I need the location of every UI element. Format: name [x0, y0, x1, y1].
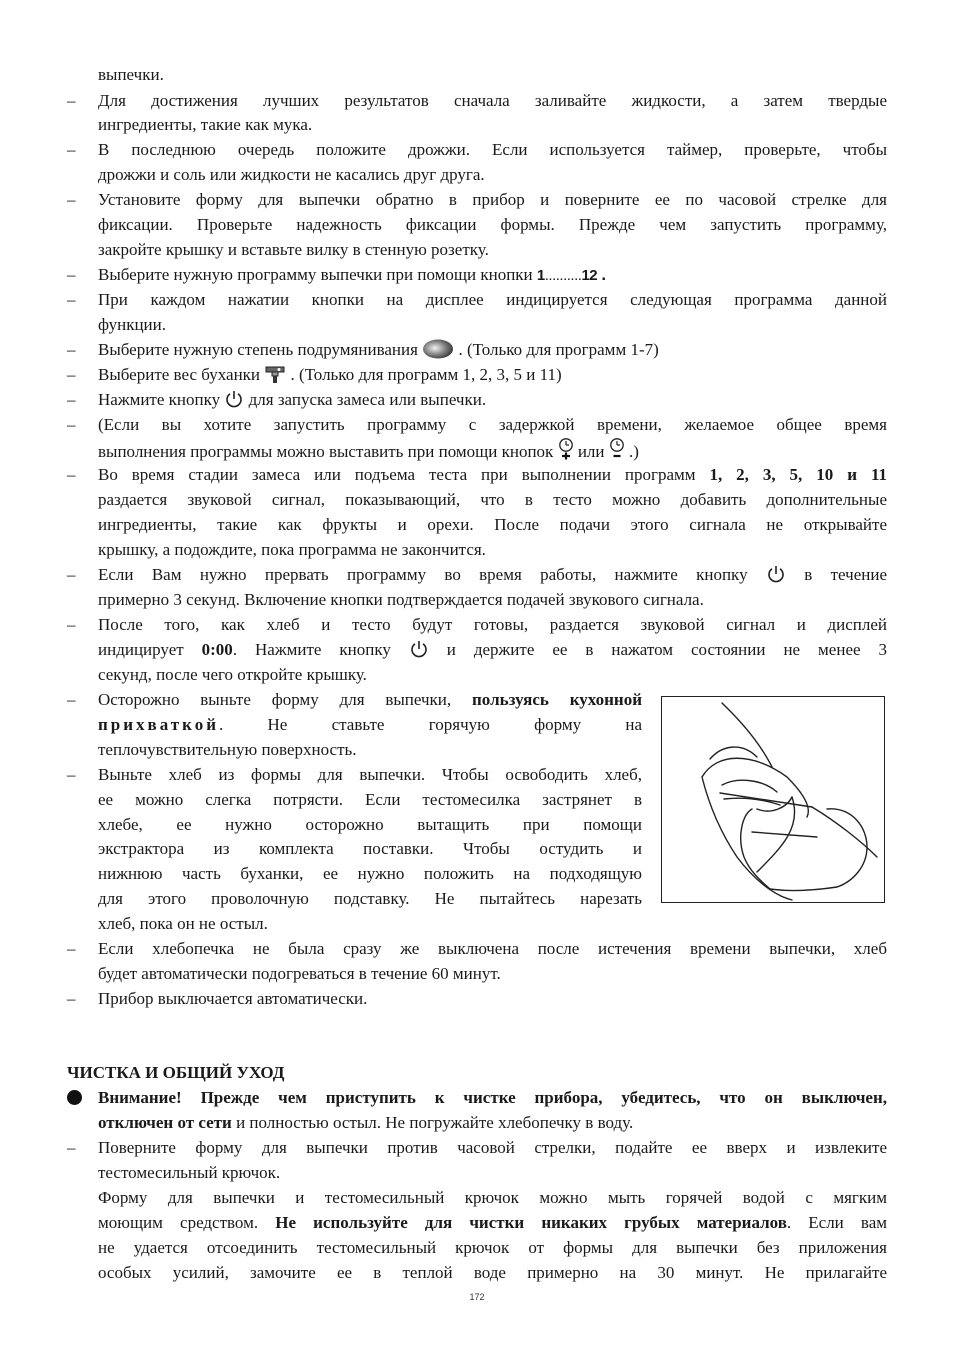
warning-bullet — [67, 1090, 82, 1105]
timer-plus-icon — [558, 437, 574, 464]
dash-bullet: – — [67, 989, 76, 1008]
dash-bullet: – — [67, 290, 76, 309]
start-stop-icon — [766, 564, 786, 587]
dash-bullet: – — [67, 91, 76, 110]
text-line: индицирует 0:00. Нажмите кнопку и держите ее в нажатом состоянии не менее 3 — [98, 637, 887, 662]
oven-mitt-illustration — [661, 696, 885, 903]
loaf-weight-icon — [264, 364, 286, 387]
text-line: крышку, а подождите, пока программа не закончится. — [98, 540, 486, 559]
text-line: функции. — [98, 315, 166, 334]
dash-bullet: – — [67, 765, 76, 784]
text-line: закройте крышку и вставьте вилку в стенную розетку. — [98, 240, 489, 259]
text-line: Выберите нужную программу выпечки при помощи кнопки 1..........12 . — [98, 265, 607, 284]
text-line: Если Вам нужно прервать программу во время работы, нажмите кнопку в течение — [98, 562, 887, 587]
text-line: Выньте хлеб из формы для выпечки. Чтобы освободить хлеб, — [98, 765, 642, 784]
text-line: В последнюю очередь положите дрожжи. Если используется таймер, проверьте, чтобы — [98, 140, 887, 159]
text-line: нижнюю часть буханки, ее нужно положить на подходящую — [98, 864, 642, 883]
dash-bullet: – — [67, 390, 76, 409]
text-line: секунд, после чего откройте крышку. — [98, 665, 367, 684]
text-line: отключен от сети и полностью остыл. Не погружайте хлебопечку в воду. — [98, 1113, 634, 1132]
dash-bullet: – — [67, 1138, 76, 1157]
text-line: Выберите нужную степень подрумянивания . (Только для программ 1-7) — [98, 337, 887, 362]
text-line: Поверните форму для выпечки против часовой стрелки, подайте ее вверх и извлеките — [98, 1138, 887, 1157]
page-number: 172 — [469, 1292, 485, 1302]
text-line: Если хлебопечка не была сразу же выключена после истечения времени выпечки, хлеб — [98, 939, 887, 958]
text-line: особых усилий, замочите ее в теплой воде примерно на 30 минут. Не прилагайте — [98, 1263, 887, 1282]
text-line: При каждом нажатии кнопки на дисплее индицируется следующая программа данной — [98, 290, 887, 309]
program-key-label: 1..........12 — [536, 267, 598, 284]
timer-minus-icon — [609, 437, 625, 464]
text-line: Во время стадии замеса или подъема теста при выполнении программ 1, 2, 3, 5, 10 и 11 — [98, 465, 887, 484]
text-line: ее можно слегка потрясти. Если тестомесилка застрянет в — [98, 790, 642, 809]
dash-bullet: – — [67, 690, 76, 709]
browning-icon — [422, 339, 454, 362]
text-line: хлебе, ее нужно осторожно вытащить при помощи — [98, 815, 642, 834]
dash-bullet: – — [67, 190, 76, 209]
text-line: моющим средством. Не используйте для чистки никаких грубых материалов. Если вам — [98, 1213, 887, 1232]
text-line: тестомесильный крючок. — [98, 1163, 281, 1182]
dash-bullet: – — [67, 340, 76, 359]
dash-bullet: – — [67, 365, 76, 384]
dash-bullet: – — [67, 415, 76, 434]
text-line: не удается отсоединить тестомесильный крючок от формы для выпечки без приложения — [98, 1238, 887, 1257]
text-line: Для достижения лучших результатов сначала заливайте жидкости, а затем твердые — [98, 91, 887, 110]
text-line: Прибор выключается автоматически. — [98, 989, 368, 1008]
text-line: хлеб, пока он не остыл. — [98, 914, 268, 933]
section-heading: ЧИСТКА И ОБЩИЙ УХОД — [67, 1063, 285, 1082]
dash-bullet: – — [67, 615, 76, 634]
text-line: выполнения программы можно выставить при помощи кнопок или .) — [98, 437, 887, 464]
text-line: экстрактора из комплекта поставки. Чтобы остудить и — [98, 839, 642, 858]
text-line: Форму для выпечки и тестомесильный крючок можно мыть горячей водой с мягким — [98, 1188, 887, 1207]
text-line: ингредиенты, такие как мука. — [98, 115, 313, 134]
text-line: для этого проволочную подставку. Не пытайтесь нарезать — [98, 889, 642, 908]
text-line: Выберите вес буханки . (Только для программ 1, 2, 3, 5 и 11) — [98, 362, 887, 387]
dash-bullet: – — [67, 465, 76, 484]
text-line: ингредиенты, такие как фрукты и орехи. После подачи этого сигнала не открывайте — [98, 515, 887, 534]
text-line: Нажмите кнопку для запуска замеса или выпечки. — [98, 387, 887, 412]
text-line: примерно 3 секунд. Включение кнопки подтверждается подачей звукового сигнала. — [98, 590, 704, 609]
text-line: После того, как хлеб и тесто будут готовы, раздается звуковой сигнал и дисплей — [98, 615, 887, 634]
text-line: (Если вы хотите запустить программу с задержкой времени, желаемое общее время — [98, 415, 887, 434]
text-line: будет автоматически подогреваться в течение 60 минут. — [98, 964, 501, 983]
text-line: раздается звуковой сигнал, показывающий, что в тесто можно добавить дополнительные — [98, 490, 887, 509]
text-line: Внимание! Прежде чем приступить к чистке прибора, убедитесь, что он выключен, — [98, 1088, 887, 1107]
dash-bullet: – — [67, 140, 76, 159]
start-stop-icon — [224, 389, 244, 412]
start-stop-icon — [409, 639, 429, 662]
text-line: фиксации. Проверьте надежность фиксации формы. Прежде чем запустить программу, — [98, 215, 887, 234]
text-line: Установите форму для выпечки обратно в прибор и поверните ее по часовой стрелке для — [98, 190, 887, 209]
dash-bullet: – — [67, 565, 76, 584]
dash-bullet: – — [67, 265, 76, 284]
text-line: Осторожно выньте форму для выпечки, пользуясь кухонной — [98, 690, 642, 709]
text-line: теплочувствительную поверхность. — [98, 740, 357, 759]
dash-bullet: – — [67, 939, 76, 958]
text-line: дрожжи и соль или жидкости не касались друг друга. — [98, 165, 485, 184]
text-line: прихваткой. Не ставьте горячую форму на — [98, 715, 642, 734]
text-line: выпечки. — [98, 65, 164, 84]
